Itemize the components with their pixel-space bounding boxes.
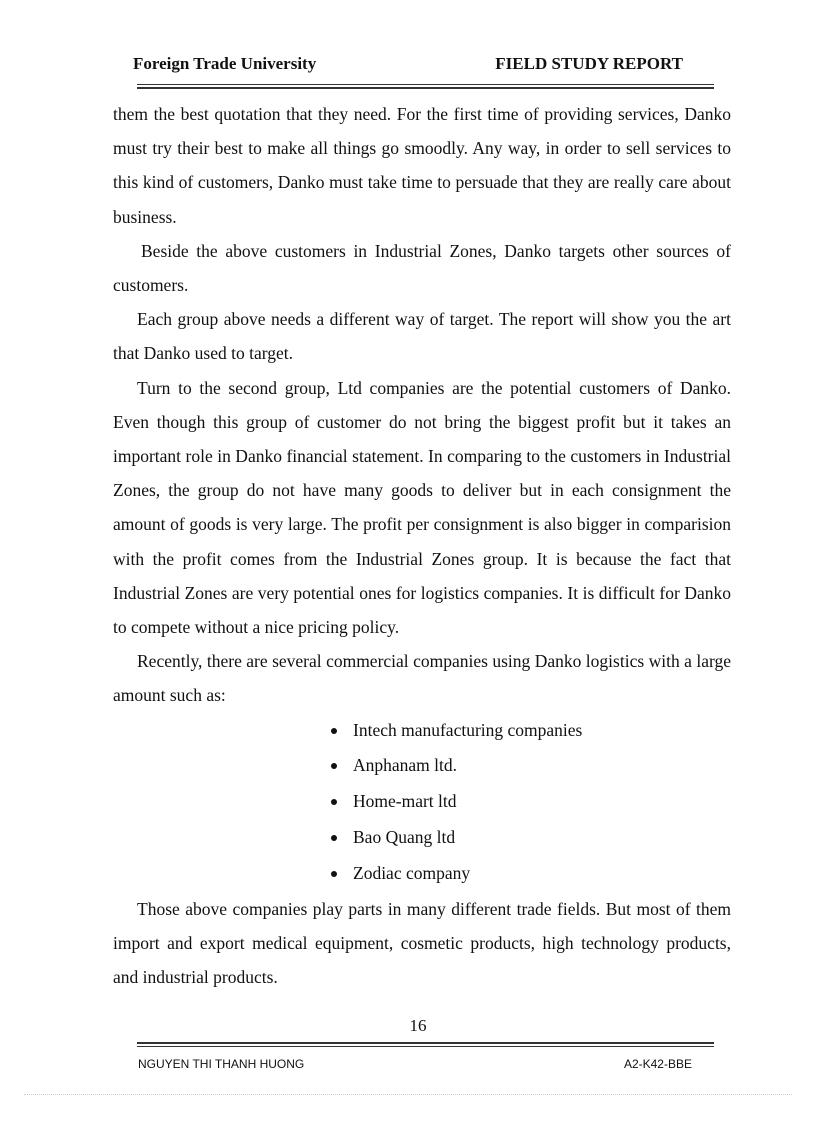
list-item-text: Intech manufacturing companies xyxy=(353,719,583,740)
company-list xyxy=(113,713,731,892)
paragraph-6: Those above companies play parts in many different trade fields. But most of them import and export medical equipment, cosmetic products, high technology products, and industrial products. xyxy=(113,898,731,988)
page-number: 16 xyxy=(409,1016,427,1035)
list-item xyxy=(331,748,731,784)
page-edge-dots xyxy=(24,1094,792,1095)
header-divider xyxy=(137,84,714,85)
footer-author: NGUYEN THI THANH HUONG xyxy=(138,1057,305,1071)
page-header xyxy=(114,52,714,82)
paragraph-2: Beside the above customers in Industrial Zones, Danko targets other sources of customers. xyxy=(113,240,731,296)
list-item xyxy=(331,820,731,856)
footer-divider-thick xyxy=(137,1042,714,1044)
bullet-icon xyxy=(331,763,337,769)
list-item xyxy=(331,856,731,892)
header-divider-thick xyxy=(137,87,714,89)
paragraph-5: Recently, there are several commercial companies using Danko logistics with a large amount such as: xyxy=(113,651,731,706)
footer-divider xyxy=(137,1046,714,1047)
header-report-title: FIELD STUDY REPORT xyxy=(495,54,683,73)
list-item-text: Home-mart ltd xyxy=(353,791,457,812)
paragraph-1: them the best quotation that they need. For the first time of providing services, Danko must try their best to make all things go smoodly. Any way, in order to sell services to this kind of customers, Danko must take time to persuade that they are really care about business. xyxy=(113,104,731,227)
paragraph-3: Each group above needs a different way of target. The report will show you the art that Danko used to target. xyxy=(113,309,731,364)
bullet-icon xyxy=(331,835,337,841)
bullet-icon xyxy=(331,871,337,877)
list-item xyxy=(331,784,731,820)
bullet-icon xyxy=(331,799,337,805)
list-item xyxy=(331,713,731,749)
paragraph-4: Turn to the second group, Ltd companies are the potential customers of Danko. Even though this group of customer do not bring the biggest profit but it takes an important role in Danko financial statement. In comparing to the customers in Industrial Zones, the group do not have many goods to deliver but in each consignment the amount of goods is very large. The profit per consignment is also bigger in comparision with the profit comes from the Industrial Zones group. It is because the fact that Industrial Zones are very potential ones for logistics companies. It is difficult for Danko to compete without a nice pricing policy. xyxy=(113,377,731,638)
page-body xyxy=(113,97,731,994)
list-item-text: Zodiac company xyxy=(353,862,471,883)
list-item-text: Anphanam ltd. xyxy=(353,755,458,776)
bullet-icon xyxy=(331,728,337,734)
list-item-text: Bao Quang ltd xyxy=(353,827,456,848)
header-university: Foreign Trade University xyxy=(133,54,317,73)
footer-class-code: A2-K42-BBE xyxy=(623,1057,692,1071)
